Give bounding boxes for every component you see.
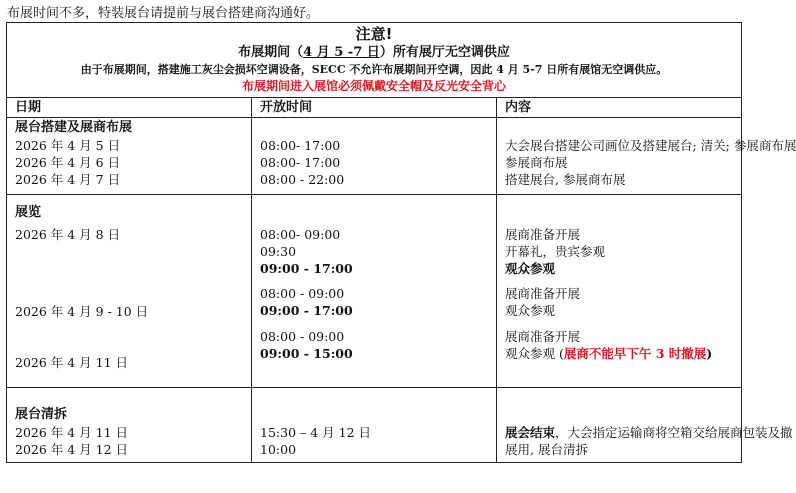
notice-line-ac: 布展期间（4 月 5 -7 日）所有展厅无空调供应 — [238, 45, 510, 60]
time-cell: 09:00 - 17:00 — [260, 261, 353, 276]
section-title-build: 展台搭建及展商布展 — [15, 120, 133, 135]
table-row-build — [7, 118, 742, 195]
time-cell: 09:30 — [260, 244, 297, 259]
header-time: 开放时间 — [252, 98, 497, 118]
table-header-row — [7, 98, 742, 118]
date-cell: 2026 年 4 月 8 日 — [15, 227, 121, 242]
content-cell: 展商准备开展 — [505, 329, 581, 344]
content-cell: 展商准备开展 — [505, 286, 581, 301]
content-cell: 展会结束，大会指定运输商将空箱交给展商包装及撤 — [505, 425, 793, 440]
date-cell: 2026 年 4 月 11 日 — [15, 355, 129, 370]
notice-line-safety: 布展期间进入展馆必须佩戴安全帽及反光安全背心 — [241, 79, 506, 93]
content-cell: 观众参观 — [505, 261, 556, 276]
time-cell: 08:00 - 22:00 — [260, 172, 345, 187]
time-cell: 08:00- 17:00 — [260, 155, 341, 170]
date-cell: 2026 年 4 月 9 - 10 日 — [15, 304, 149, 319]
time-cell: 15:30 – 4 月 12 日 — [260, 425, 371, 440]
time-cell: 09:00 - 15:00 — [260, 346, 353, 361]
teardown-warning: 展商不能早下午 3 时撤展 — [563, 346, 707, 361]
content-cell: 观众参观 (展商不能早下午 3 时撤展) — [505, 346, 713, 361]
time-cell: 09:00 - 17:00 — [260, 303, 353, 318]
date-cell: 2026 年 4 月 7 日 — [15, 172, 121, 187]
content-cell: 大会展台搭建公司画位及搭建展台; 清关; 参展商布展 — [505, 138, 796, 153]
intro-text: 布展时间不多，特装展台请提前与展台搭建商沟通好。 — [7, 6, 320, 21]
date-cell: 2026 年 4 月 6 日 — [15, 155, 121, 170]
content-cell: 观众参观 — [505, 303, 556, 318]
content-cell: 参展商布展 — [505, 155, 568, 170]
time-cell: 10:00 — [260, 442, 297, 457]
content-cell: 搭建展台, 参展商布展 — [505, 172, 626, 187]
content-cell: 开幕礼，贵宾参观 — [505, 244, 606, 259]
time-cell: 08:00- 17:00 — [260, 138, 341, 153]
header-date: 日期 — [7, 98, 252, 118]
date-cell: 2026 年 4 月 12 日 — [15, 442, 129, 457]
notice-box — [7, 23, 742, 98]
date-cell: 2026 年 4 月 11 日 — [15, 425, 129, 440]
notice-title: 注意! — [355, 25, 393, 43]
section-title-show: 展览 — [15, 205, 42, 220]
time-cell: 08:00- 09:00 — [260, 227, 341, 242]
section-title-teardown: 展台清拆 — [15, 407, 68, 422]
time-cell: 08:00 - 09:00 — [260, 329, 345, 344]
schedule-table — [6, 22, 796, 463]
time-cell: 08:00 - 09:00 — [260, 286, 345, 301]
content-cell: 展商准备开展 — [505, 227, 581, 242]
content-cell: 展用, 展台清拆 — [505, 442, 588, 457]
table-row-show — [7, 195, 742, 388]
table-row-teardown — [7, 388, 742, 463]
date-cell: 2026 年 4 月 5 日 — [15, 138, 121, 153]
header-content: 内容 — [497, 98, 742, 118]
notice-line-reason: 由于布展期间，搭建施工灰尘会损坏空调设备，SECC 不允许布展期间开空调，因此 4 月 5-7 日所有展馆无空调供应。 — [80, 63, 668, 76]
